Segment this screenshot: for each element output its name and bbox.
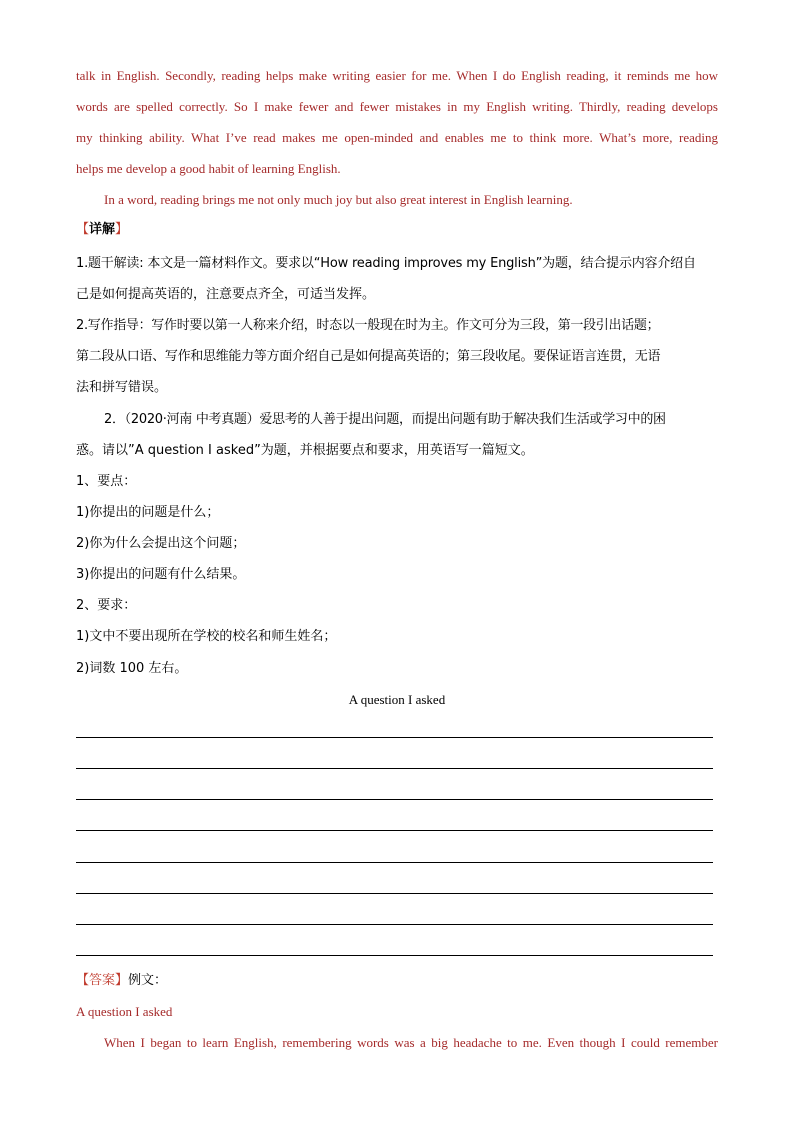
bracket-open: 【 <box>76 222 90 237</box>
analysis-line: 2.写作指导：写作时要以第一人称来介绍，时态以一般现在时为主。作文可分为三段，第一段引出话题； <box>76 318 660 333</box>
analysis-line: 己是如何提高英语的，注意要点齐全，可适当发挥。 <box>76 287 376 302</box>
essay-conclusion: In a word, reading brings me not only much joy but also great interest in English learning. <box>104 192 573 207</box>
writing-line <box>76 768 713 769</box>
point-item: 3)你提出的问题有什么结果。 <box>76 567 246 582</box>
answer-heading <box>76 973 718 989</box>
essay-line: words are spelled correctly. So I make fewer and fewer mistakes in my English writing. Thirdly, reading develops <box>76 99 718 114</box>
analysis-heading-text: 详解 <box>89 222 116 237</box>
answer-title: A question I asked <box>76 1004 173 1019</box>
writing-line <box>76 799 713 800</box>
analysis-heading <box>76 222 718 238</box>
analysis-line: 1.题干解读: 本文是一篇材料作文。要求以“How reading improves my English”为题，结合提示内容介绍自 <box>76 256 696 271</box>
requirement-item: 2)词数 100 左右。 <box>76 661 188 676</box>
requirements-heading: 2、要求： <box>76 598 137 613</box>
writing-line <box>76 830 713 831</box>
question-intro: 惑。请以”A question I asked”为题，并根据要点和要求，用英语写一篇短文。 <box>76 443 534 458</box>
bracket-close: 】 <box>115 222 129 237</box>
point-item: 2)你为什么会提出这个问题； <box>76 536 246 551</box>
essay-line: talk in English. Secondly, reading helps make writing easier for me. When I do English reading, it reminds me how <box>76 68 718 83</box>
writing-line <box>76 862 713 863</box>
analysis-line: 第二段从口语、写作和思维能力等方面介绍自己是如何提高英语的；第三段收尾。要保证语言连贯，无语 <box>76 349 661 364</box>
answer-first-line: When I began to learn English, remembering words was a big headache to me. Even though I could remember <box>104 1035 718 1050</box>
writing-line <box>76 737 713 738</box>
writing-line <box>76 955 713 956</box>
answer-label: 【答案】 <box>76 973 129 988</box>
essay-title: A question I asked <box>348 692 446 707</box>
essay-line: helps me develop a good habit of learning English. <box>76 161 341 176</box>
essay-line: my thinking ability. What I’ve read makes me open-minded and enables me to think more. What’s more, reading <box>76 130 718 145</box>
writing-line <box>76 893 713 894</box>
points-heading: 1、要点： <box>76 474 137 489</box>
point-item: 1)你提出的问题是什么； <box>76 505 220 520</box>
writing-line <box>76 924 713 925</box>
answer-label-suffix: 例文： <box>128 973 168 988</box>
analysis-line: 法和拼写错误。 <box>76 380 168 395</box>
requirement-item: 1)文中不要出现所在学校的校名和师生姓名； <box>76 629 337 644</box>
question-intro: 2．（2020·河南 中考真题）爱思考的人善于提出问题，而提出问题有助于解决我们生活或学习中的困 <box>104 412 666 427</box>
